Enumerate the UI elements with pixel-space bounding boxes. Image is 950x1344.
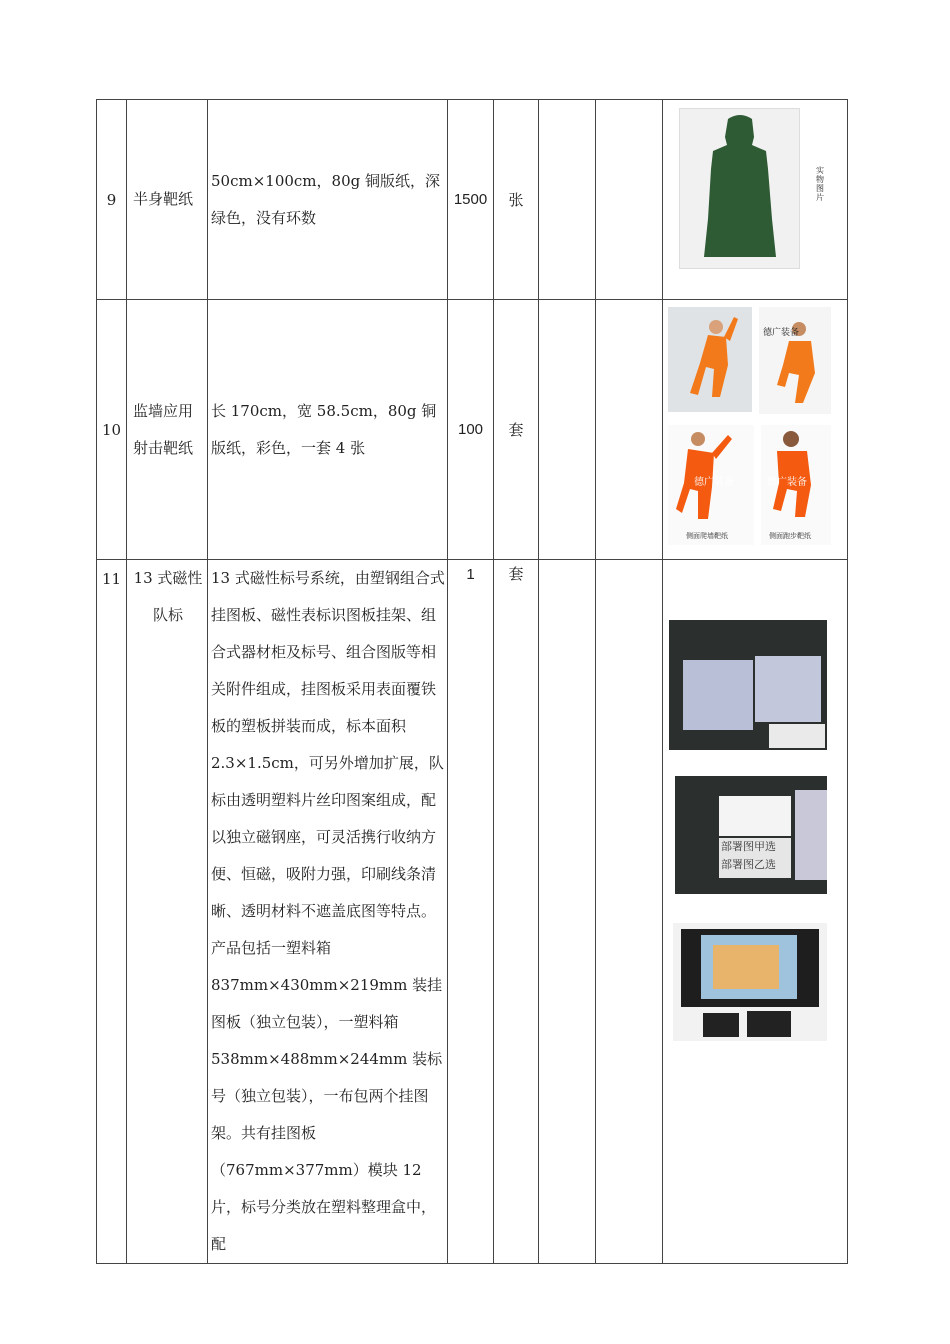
item-unit: 套 bbox=[494, 560, 539, 1264]
figure-icon bbox=[759, 307, 831, 414]
empty-cell bbox=[596, 300, 663, 560]
running-target-photo bbox=[761, 425, 831, 545]
item-spec: 50cm×100cm，80g 铜版纸，深绿色，没有环数 bbox=[208, 100, 448, 300]
half-body-target-photo bbox=[679, 108, 800, 269]
empty-cell bbox=[539, 560, 596, 1264]
photo-label: 部署图甲选 bbox=[721, 840, 776, 853]
photo-caption: 实物图片 bbox=[816, 166, 824, 202]
empty-cell bbox=[596, 100, 663, 300]
photo-label: 侧面跑步靶纸 bbox=[769, 532, 811, 540]
item-unit: 张 bbox=[494, 100, 539, 300]
map-board-photo bbox=[673, 923, 827, 1041]
climbing-target-photo bbox=[668, 425, 754, 545]
item-name: 半身靶纸 bbox=[127, 100, 208, 300]
table-row bbox=[97, 560, 848, 1264]
item-spec: 长 170cm，宽 58.5cm，80g 铜版纸，彩色，一套 4 张 bbox=[208, 300, 448, 560]
item-photo-cell bbox=[663, 300, 848, 560]
item-photo-cell bbox=[663, 100, 848, 300]
item-quantity: 100 bbox=[448, 300, 494, 560]
photo-label: 部署图乙选 bbox=[721, 858, 776, 871]
item-spec: 13 式磁性标号系统，由塑钢组合式挂图板、磁性表标识图板挂架、组合式器材柜及标号、组合图版等相关附件组成，挂图板采用表面覆铁板的塑板拼装而成，标本面积 2.3×1.5cm，可另外增加扩展，队标由透明塑料片丝印图案组成，配以独立磁钢座，可灵活携行收纳方便、恒磁，吸附力强，印刷线条清晰、透明材料不遮盖底图等特点。产品包括一塑料箱 837mm×430mm×219mm 装挂图板（独立包装），一塑料箱 538mm×488mm×244mm 装标号（独立包装），一布包两个挂图架。共有挂图板（767mm×377mm）模块 12 片，标号分类放在塑料整理盒中，配 bbox=[208, 560, 448, 1264]
equipment-spec-table bbox=[96, 99, 848, 1264]
row-number: 9 bbox=[97, 100, 127, 300]
item-unit: 套 bbox=[494, 300, 539, 560]
silhouette-target-icon bbox=[680, 109, 799, 268]
item-name: 监墙应用射击靶纸 bbox=[127, 300, 208, 560]
photo-label: 德广装备 bbox=[763, 328, 800, 338]
figure-icon bbox=[668, 307, 752, 412]
empty-cell bbox=[596, 560, 663, 1264]
table-row bbox=[97, 100, 848, 300]
table-row bbox=[97, 300, 848, 560]
marker-case-photo bbox=[675, 776, 827, 894]
row-number: 10 bbox=[97, 300, 127, 560]
photo-label: 侧面爬墙靶纸 bbox=[686, 532, 728, 540]
climbing-target-photo bbox=[668, 307, 752, 412]
marker-case-photo bbox=[669, 620, 827, 750]
item-quantity: 1500 bbox=[448, 100, 494, 300]
item-quantity: 1 bbox=[448, 560, 494, 1264]
empty-cell bbox=[539, 100, 596, 300]
item-name: 13 式磁性队标 bbox=[127, 560, 208, 1264]
climbing-target-photo bbox=[759, 307, 831, 414]
photo-label: 德广装备 bbox=[767, 477, 807, 488]
row-number: 11 bbox=[97, 560, 127, 1264]
photo-label: 德广装备 bbox=[694, 477, 734, 488]
item-photo-cell bbox=[663, 560, 848, 1264]
empty-cell bbox=[539, 300, 596, 560]
